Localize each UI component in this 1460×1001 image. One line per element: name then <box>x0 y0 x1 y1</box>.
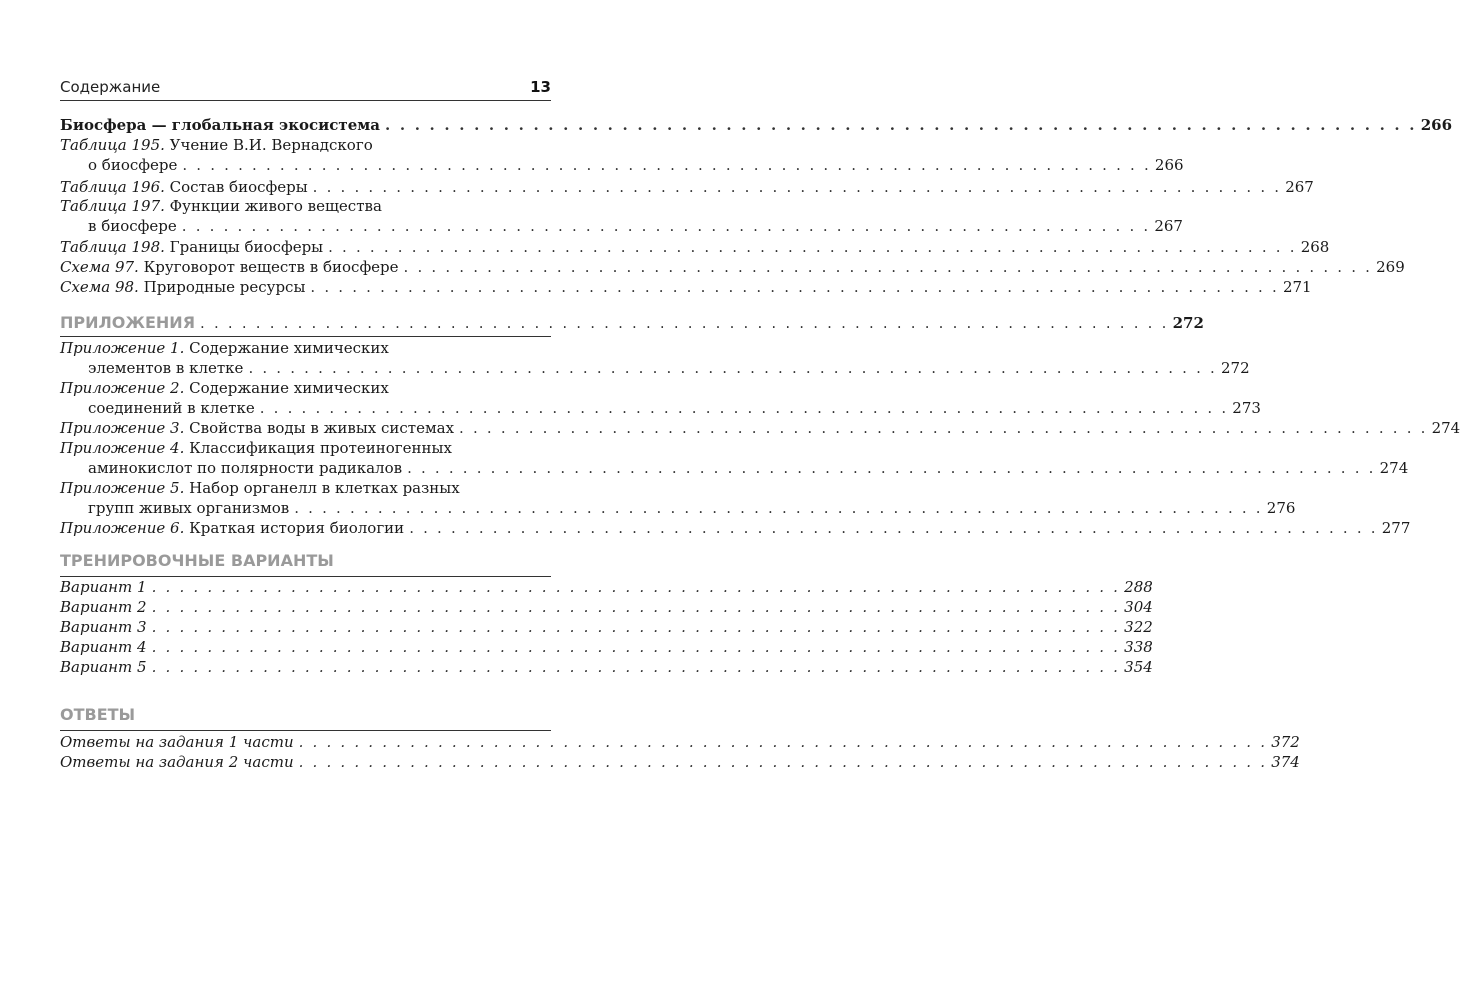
dot-leader: . . . . . . . . . . . . . . . . . . . . . . . . . . . . . . . . . . . . . . . . . . . . . . . . . . . . . . . . . . . . . . . . . . . . . . <box>310 278 1279 296</box>
header-title: Содержание <box>60 78 161 96</box>
entry-prefix: Таблица 196. <box>60 178 165 196</box>
dot-leader: . . . . . . . . . . . . . . . . . . . . . . . . . . . . . . . . . . . . . . . . . . . . . . . . . . . . . . . . . . . . . . . . . . . . . . <box>294 499 1263 517</box>
entry-title-cont: в биосфере <box>88 217 177 235</box>
entry-page: 266 <box>1420 116 1453 134</box>
entry-prefix: Таблица 195. <box>60 136 165 154</box>
entry-page: 266 <box>1154 156 1184 174</box>
section-heading-variants: ТРЕНИРОВОЧНЫЕ ВАРИАНТЫ <box>60 551 334 570</box>
toc-entry-appendix-2-cont[interactable] <box>60 397 1261 419</box>
entry-prefix: Приложение 4. <box>60 439 185 457</box>
dot-leader: . . . . . . . . . . . . . . . . . . . . . . . . . . . . . . . . . . . . . . . . . . . . . . . . . . . . . . . . . . . . . . . . . . . . . . <box>151 638 1121 656</box>
entry-prefix: Приложение 3. <box>60 419 185 437</box>
entry-prefix: Таблица 198. <box>60 238 165 256</box>
entry-page: 268 <box>1300 238 1330 256</box>
dot-leader: . . . . . . . . . . . . . . . . . . . . . . . . . . . . . . . . . . . . . . . . . . . . . . . . . . . . . . . . . . . . . . . . . . . . . . <box>181 217 1151 235</box>
toc-entry-scheme-97[interactable] <box>60 256 1405 278</box>
entry-title-cont: аминокислот по полярности радикалов <box>88 459 403 477</box>
dot-leader: . . . . . . . . . . . . . . . . . . . . . . . . . . . . . . . . . . . . . . . . . . . . . . . . . . . . . . . . . . . . . . . . . . . . . . <box>328 238 1297 256</box>
toc-entry-biosphere[interactable] <box>60 114 1453 136</box>
entry-prefix: Таблица 197. <box>60 197 165 215</box>
entry-page: 338 <box>1124 638 1153 656</box>
entry-title: Учение В.И. Вернадского <box>169 136 373 154</box>
toc-entry-table-198[interactable] <box>60 236 1330 258</box>
entry-title: Круговорот веществ в биосфере <box>143 258 399 276</box>
entry-page: 267 <box>1154 217 1183 235</box>
dot-leader: . . . . . . . . . . . . . . . . . . . . . . . . . . . . . . . . . . . . . . . . . . . . . . . . . . . . . . . . . . . . . . . . . . . . . . <box>298 753 1268 771</box>
entry-title: Ответы на задания 1 части <box>60 733 294 751</box>
running-header <box>60 78 551 98</box>
toc-entry-answers-2[interactable] <box>60 751 1300 773</box>
entry-page: 274 <box>1431 419 1460 437</box>
entry-title: Содержание химических <box>189 379 389 397</box>
toc-entry-scheme-98[interactable] <box>60 276 1312 298</box>
dot-leader: . . . . . . . . . . . . . . . . . . . . . . . . . . . . . . . . . . . . . . . . . . . . . . . . . . . . . . . . . . . . . . . . . . . . . . <box>151 598 1121 616</box>
toc-entry-appendix-4[interactable] <box>60 437 551 459</box>
toc-section-appendices[interactable] <box>60 312 1204 334</box>
toc-entry-table-197[interactable] <box>60 195 551 217</box>
toc-entry-table-195-cont[interactable] <box>60 154 1184 176</box>
entry-title: Ответы на задания 2 части <box>60 753 294 771</box>
entry-page: 322 <box>1124 618 1153 636</box>
dot-leader: . . . . . . . . . . . . . . . . . . . . . . . . . . . . . . . . . . . . . . . . . . . . . . . . . . . . . . . . . . . . . . . . . . . . . . <box>248 359 1217 377</box>
toc-entry-appendix-5-cont[interactable] <box>60 497 1296 519</box>
entry-prefix: Схема 97. <box>60 258 139 276</box>
dot-leader: . . . . . . . . . . . . . . . . . . . . . . . . . . . . . . . . . . . . . . . . . . . . . . . . . . . . . . . . . . . . . . . . . . . . . . <box>409 519 1378 537</box>
toc-entry-variant-5[interactable] <box>60 656 1153 678</box>
dot-leader: . . . . . . . . . . . . . . . . . . . . . . . . . . . . . . . . . . . . . . . . . . . . . . . . . . . . . . . . . . . . . . . . . . . . . . <box>259 399 1229 417</box>
toc-entry-appendix-2[interactable] <box>60 377 551 399</box>
entry-title: Набор органелл в клетках разных <box>189 479 460 497</box>
section-heading: ПРИЛОЖЕНИЯ <box>60 313 196 332</box>
entry-page: 277 <box>1381 519 1411 537</box>
entry-page: 304 <box>1124 598 1153 616</box>
header-rule <box>60 100 551 101</box>
dot-leader: . . . . . . . . . . . . . . . . . . . . . . . . . . . . . . . . . . . . . . . . . . . . . . . . . . . . . . . . . . . . . . . . . . . . . . <box>385 116 1417 134</box>
dot-leader: . . . . . . . . . . . . . . . . . . . . . . . . . . . . . . . . . . . . . . . . . . . . . . . . . . . . . . . . . . . . . . . . . . . . . . <box>459 419 1428 437</box>
toc-entry-appendix-5[interactable] <box>60 477 551 499</box>
entry-page: 354 <box>1124 658 1153 676</box>
entry-page: 273 <box>1232 399 1261 417</box>
entry-title: Природные ресурсы <box>143 278 306 296</box>
toc-entry-appendix-1-cont[interactable] <box>60 357 1250 379</box>
entry-title: Границы биосферы <box>169 238 324 256</box>
entry-title: Вариант 1 <box>60 578 147 596</box>
entry-page: 374 <box>1271 753 1300 771</box>
section-page: 272 <box>1172 314 1204 332</box>
entry-title: Краткая история биологии <box>189 519 405 537</box>
toc-entry-variant-2[interactable] <box>60 596 1153 618</box>
entry-title-cont: элементов в клетке <box>88 359 244 377</box>
entry-title: Состав биосферы <box>169 178 308 196</box>
dot-leader: . . . . . . . . . . . . . . . . . . . . . . . . . . . . . . . . . . . . . . . . . . . . . . . . . . . . . . . . . . . . . . . . . . . . . . <box>298 733 1268 751</box>
entry-title-cont: групп живых организмов <box>88 499 290 517</box>
toc-entry-variant-4[interactable] <box>60 636 1153 658</box>
entry-title: Классификация протеиногенных <box>189 439 452 457</box>
entry-page: 269 <box>1376 258 1405 276</box>
toc-entry-table-195[interactable] <box>60 134 551 156</box>
dot-leader: . . . . . . . . . . . . . . . . . . . . . . . . . . . . . . . . . . . . . . . . . . . . . . . . . . . . . . . . . . . . . . . . . . . . . . <box>407 459 1376 477</box>
entry-prefix: Схема 98. <box>60 278 139 296</box>
entry-page: 276 <box>1266 499 1296 517</box>
entry-page: 271 <box>1282 278 1312 296</box>
dot-leader: . . . . . . . . . . . . . . . . . . . . . . . . . . . . . . . . . . . . . . . . . . . . . . . . . . . . . . . . . . . . . . . . . . . . . . <box>200 314 1169 332</box>
entry-title: Содержание химических <box>189 339 389 357</box>
header-page-number: 13 <box>530 78 551 96</box>
toc-entry-variant-3[interactable] <box>60 616 1153 638</box>
dot-leader: . . . . . . . . . . . . . . . . . . . . . . . . . . . . . . . . . . . . . . . . . . . . . . . . . . . . . . . . . . . . . . . . . . . . . . <box>151 578 1121 596</box>
toc-entry-answers-1[interactable] <box>60 731 1300 753</box>
toc-entry-appendix-6[interactable] <box>60 517 1411 539</box>
dot-leader: . . . . . . . . . . . . . . . . . . . . . . . . . . . . . . . . . . . . . . . . . . . . . . . . . . . . . . . . . . . . . . . . . . . . . . <box>312 178 1282 196</box>
entry-title-cont: соединений в клетке <box>88 399 255 417</box>
entry-prefix: Приложение 2. <box>60 379 185 397</box>
entry-title: Свойства воды в живых системах <box>189 419 455 437</box>
entry-title: Вариант 4 <box>60 638 147 656</box>
entry-title: Вариант 3 <box>60 618 147 636</box>
dot-leader: . . . . . . . . . . . . . . . . . . . . . . . . . . . . . . . . . . . . . . . . . . . . . . . . . . . . . . . . . . . . . . . . . . . . . . <box>403 258 1373 276</box>
entry-page: 288 <box>1124 578 1153 596</box>
entry-prefix: Приложение 1. <box>60 339 185 357</box>
toc-entry-appendix-4-cont[interactable] <box>60 457 1409 479</box>
entry-title: Вариант 2 <box>60 598 147 616</box>
entry-page: 274 <box>1379 459 1409 477</box>
section-heading-answers: ОТВЕТЫ <box>60 705 136 724</box>
entry-title: Биосфера — глобальная экосистема <box>60 116 381 134</box>
toc-entry-appendix-3[interactable] <box>60 417 1460 439</box>
entry-page: 372 <box>1271 733 1300 751</box>
toc-entry-table-197-cont[interactable] <box>60 215 1183 237</box>
toc-entry-variant-1[interactable] <box>60 576 1153 598</box>
dot-leader: . . . . . . . . . . . . . . . . . . . . . . . . . . . . . . . . . . . . . . . . . . . . . . . . . . . . . . . . . . . . . . . . . . . . . . <box>151 618 1121 636</box>
entry-prefix: Приложение 6. <box>60 519 185 537</box>
dot-leader: . . . . . . . . . . . . . . . . . . . . . . . . . . . . . . . . . . . . . . . . . . . . . . . . . . . . . . . . . . . . . . . . . . . . . . <box>182 156 1151 174</box>
toc-entry-appendix-1[interactable] <box>60 337 551 359</box>
entry-title: Функции живого вещества <box>169 197 382 215</box>
dot-leader: . . . . . . . . . . . . . . . . . . . . . . . . . . . . . . . . . . . . . . . . . . . . . . . . . . . . . . . . . . . . . . . . . . . . . . <box>151 658 1121 676</box>
entry-title: Вариант 5 <box>60 658 147 676</box>
entry-prefix: Приложение 5. <box>60 479 185 497</box>
entry-page: 267 <box>1285 178 1314 196</box>
entry-page: 272 <box>1221 359 1250 377</box>
entry-title-cont: о биосфере <box>88 156 178 174</box>
